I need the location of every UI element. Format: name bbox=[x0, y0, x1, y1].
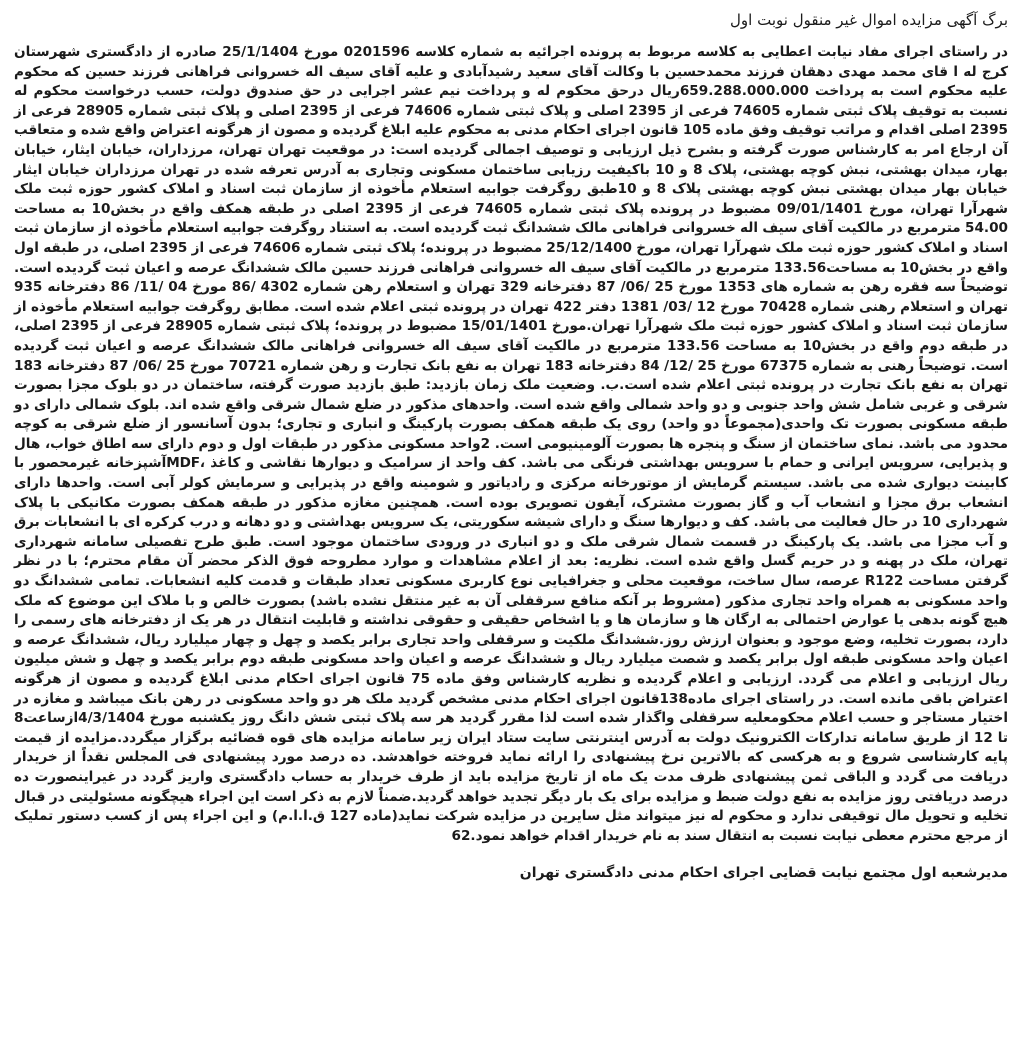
notice-title: برگ آگهی مزایده اموال غیر منقول نوبت اول bbox=[730, 11, 1008, 29]
notice-signature: مدیرشعبه اول مجتمع نیابت قضایی اجرای احکام مدنی دادگستری تهران bbox=[519, 865, 1008, 882]
notice-body-text: در راستای اجرای مفاد نیابت اعطایی به کلاسه مربوط به پرونده اجرائیه به شماره کلاسه 0201596 مورخ 25/1/1404 صادره از دادگستری شهرستان کرج له ا قای محمد مهدی دهقان فرزند محمدحسین با وکالت آقای سعید رشیدآبادی و علیه آقای سیف اله خسروانی فراهانی فرزند حسین که محکوم علیه محکوم است به پرداخت 659.288.000.000ریال درحق محکوم له و پرداخت نیم عشر اجرایی در حق صندوق دولت، حسب درخواست محکوم له نسبت به توقیف پلاک ثبتی شماره 74605 فرعی از 2395 اصلی و پلاک ثبتی شماره 74606 فرعی از 2395 اصلی و پلاک ثبتی شماره 28905 فرعی از 2395 اصلی اقدام و مراتب توقیف وفق ماده 105 قانون اجرای احکام مدنی به محکوم علیه ابلاغ گردیده و مصون از هرگونه اعتراض واقع شده و متعاقب آن ارجاع امر به کارشناس صورت گرفته و بشرح ذیل ارزیابی و توصیف اجمالی گردیده است: در موقعیت تهران تهران، مرزداران، خیابان ایثار، خیابان بهار، میدان بهشتی، نبش کوچه بهشتی، پلاک 8 و 10 باکیفیت رزیابی ساختمان مسکونی وتجاری به آدرس تعرفه شده در تهران مرزداران خیابان ایثار خیابان بهار میدان بهشتی نبش کوچه بهشتی پلاک 8 و 10طبق روگرفت جوابیه استعلام مأخوذه از سازمان ثبت اسناد و املاک کشور حوزه ثبت ملک شهرآرا تهران، مورخ 09/01/1401 مضبوط در پرونده پلاک ثبتی شماره 74605 فرعی از 2395 اصلی در طبقه همکف واقع در بخش10 به مساحت 54.00 مترمربع در مالکیت آقای سیف اله خسروانی فراهانی مالک ششدانگ ثبت گردیده است. به استناد روگرفت جوابیه استعلام مأخوذه از سازمان ثبت اسناد و املاک کشور حوزه ثبت ملک شهرآرا تهران، مورخ 25/12/1400 مضبوط در پرونده؛ پلاک ثبتی شماره 74606 فرعی از 2395 اصلی، در طبقه اول واقع در بخش10 به مساحت133.56 مترمربع در مالکیت آقای سیف اله خسروانی فراهانی فرزند حسین مالک ششدانگ عرصه و اعیان ثبت گردیده است. توضیحاً سه فقره رهن به شماره های 1353 مورخ 25 /06/ 87 دفترخانه 329 تهران و استعلام رهن شماره 4302 /86 مورخ 04 /11/ 86 دفترخانه 935 تهران و استعلام رهنی شماره 70428 مورخ 12 /03/ 1381 دفتر 422 تهران در پرونده ثبتی اعلام شده است. مطابق روگرفت جوابیه استعلام مأخوذه از سازمان ثبت اسناد و املاک کشور حوزه ثبت ملک شهرآرا تهران.مورخ 15/01/1401 مضبوط در پرونده؛ پلاک ثبتی شماره 28905 فرعی از 2395 اصلی، در طبقه دوم واقع در بخش10 به مساحت 133.56 مترمربع در مالکیت آقای سیف اله خسروانی فراهانی مالک ششدانگ عرصه و اعیان ثبت گردیده است. توضیحاً رهنی به شماره 67375 مورخ 25 /12/ 84 دفترخانه 183 تهران به نفع بانک تجارت و رهن شماره 70721 مورخ 25 /06/ 87 دفترخانه 183 تهران به نفع بانک تجارت در پرونده ثبتی اعلام شده است.ب. وضعیت ملک زمان بازدید: طبق بازدید صورت گرفته، ساختمان در دو بلوک مجزا بصورت شرقی و غربی شامل شش واحد جنوبی و دو واحد شمالی واقع شده است. واحدهای مذکور در ضلع شمال شرقی واقع شده اند. بلوک شمالی دارای دو طبقه مسکونی بصورت تک واحدی(مجموعاً دو واحد) روی یک طبقه همکف بصورت پارکینگ و انباری و تجاری؛ بدون آسانسور از ضلع شرقی به کوچه محدود می باشد. نمای ساختمان از سنگ و پنجره ها بصورت آلومینیومی است. 2واحد مسکونی مذکور در طبقات اول و دوم دارای سه اطاق خواب، هال و پذیرایی، سرویس ایرانی و حمام با سرویس بهداشتی فرنگی می باشد. کف واحد از سرامیک و دیوارها نقاشی و کاغذ ،MDFآشپزخانه غیرمحصور با کابینت دیواری شده می باشد. سیستم گرمایش از موتورخانه مرکزی و رادیاتور و شومینه واقع در پذیرایی و سرمایش کولر آبی است. واحدها دارای انشعاب برق مجزا و انشعاب آب و گاز بصورت مشترک، آیفون تصویری بوده است. همچنین مغازه مذکور در طبقه همکف بصورت مکانیکی با پلاک شهرداری 10 در حال فعالیت می باشد. کف و دیوارها سنگ و دارای شیشه سکوریتی، یک سرویس بهداشتی و دو دهانه و درب کرکره ای با انشعابات برق و آب مجزا می باشد. یک پارکینگ در قسمت شمال شرقی ملک و دو انباری در ورودی ساختمان موجود است. طبق طرح تفصیلی سامانه شهرداری تهران، ملک در پهنه و در حریم گسل واقع شده است. نظریه: بعد از اعلام مشاهدات و موارد مطروحه فوق الذکر محضر آن مقام محترم؛ با در نظر گرفتن مساحت R122 عرصه، سال ساخت، موقعیت محلی و جغرافیایی نوع کاربری مسکونی تعداد طبقات و قدمت کلیه انشعابات. تمامی ششدانگ دو واحد مسکونی به همراه واحد تجاری مذکور (مشروط بر آنکه منافع سرقفلی آن به غیر منتقل نشده باشد) بصورت خالص و با ملاک این موضوع که ملک هیچ گونه بدهی یا عوارض احتمالی به ارگان ها و سازمان ها و یا اشخاص حقیقی و حقوقی نداشته و قابلیت انتقال در هر یک از دفترخانه های رسمی را دارد، بصورت تخلیه، وضع موجود و بعنوان ارزش روز.ششدانگ ملکیت و سرقفلی واحد تجاری برابر یکصد و چهل و چهار میلیارد ریال، ششدانگ عرصه و اعیان واحد مسکونی طبقه اول برابر یکصد و شصت میلیارد ریال و ششدانگ عرصه و اعیان واحد مسکونی طبقه دوم برابر یکصد و چهل و شش میلیون ریال ارزیابی و اعلام می گردد. ارزیابی و اعلام گردیده و نظریه کارشناس وفق ماده 75 قانون اجرای احکام مدنی ابلاغ گردیده و مصون از هرگونه اعتراض باقی مانده است. در راستای اجرای ماده138قانون اجرای احکام مدنی مشخص گردید ملک هر دو واحد مسکونی در رهن بانک میباشد و مغازه در اختیار مستاجر و حسب اعلام محکومعلیه سرقفلی واگذار شده است لذا مقرر گردید هر سه پلاک ثبتی شش دانگ روز یکشنبه مورخ 4/3/1404ازساعت8 تا 12 از طریق سامانه تدارکات الکترونیک دولت به آدرس اینترنتی سایت ستاد ایران زیر سامانه مزایده های قوه قضائیه برگزار میگردد.مزایده از قیمت پایه کارشناسی شروع و به هرکسی که بالاترین نرخ پیشنهادی را ارائه نماید فروخته خواهدشد. ده درصد مورد پیشنهادی فی المجلس نقداً از خریدار دریافت می گردد و الباقی ثمن پیشنهادی ظرف مدت یک ماه از تاریخ مزایده باید از طرف خریدار به حساب دادگستری واریز گردد در غیراینصورت ده درصد دریافتی روز مزایده به نفع دولت ضبط و مزایده برای یک بار دیگر تجدید خواهد گردید.ضمناً لازم به ذکر است این اجراء هیچگونه مسئولیتی در قبال تخلیه و تحویل مال توقیفی ندارد و محکوم له نیز میتواند مثل سایرین در مزایده شرکت نماید(ماده 127 ق.ا.ا.م) و این اجراء پس از کسب دستور تملیک از مرجع محترم معطی نیابت نسبت به انتقال سند به نام خریدار اقدام خواهد نمود.62 bbox=[14, 44, 1009, 844]
